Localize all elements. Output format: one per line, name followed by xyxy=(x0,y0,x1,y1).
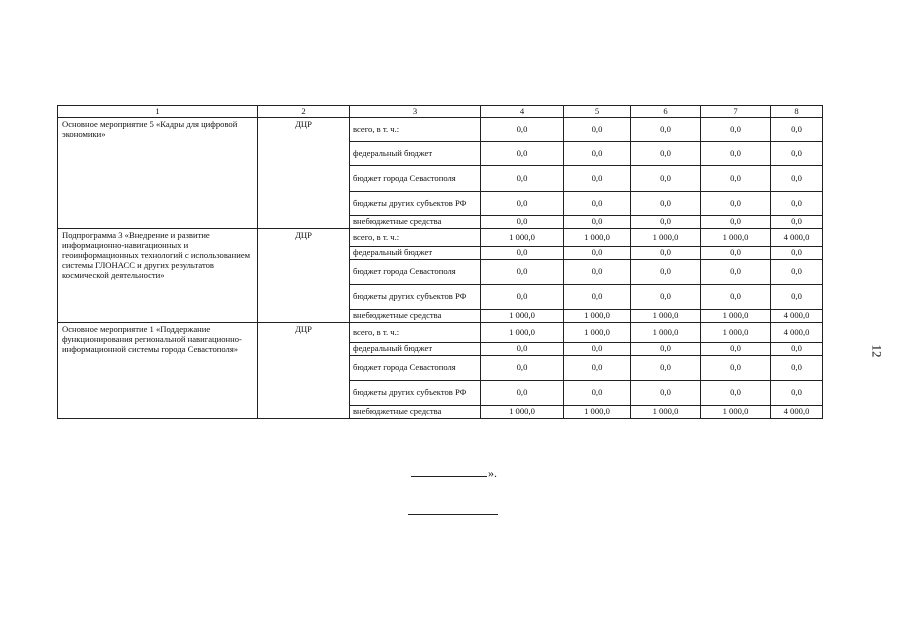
value-cell-col-8: 0,0 xyxy=(771,247,823,260)
value-cell-col-4: 0,0 xyxy=(481,166,564,192)
event-name-cell: Основное мероприятие 1 «Поддержание функционирования региональной навигационно-информационной системы города Севастополя» xyxy=(58,323,258,419)
value-cell-col-7: 0,0 xyxy=(701,260,771,285)
table-row xyxy=(58,229,823,247)
value-cell-col-5: 0,0 xyxy=(564,356,631,381)
funding-source-cell: бюджеты других субъектов РФ xyxy=(350,285,481,310)
value-cell-col-8: 4 000,0 xyxy=(771,310,823,323)
value-cell-col-7: 1 000,0 xyxy=(701,310,771,323)
funding-source-cell: бюджет города Севастополя xyxy=(350,166,481,192)
value-cell-col-5: 0,0 xyxy=(564,216,631,229)
value-cell-col-5: 1 000,0 xyxy=(564,310,631,323)
page-number: 12 xyxy=(869,344,885,358)
value-cell-col-5: 0,0 xyxy=(564,166,631,192)
value-cell-col-5: 0,0 xyxy=(564,118,631,142)
funding-source-cell: федеральный бюджет xyxy=(350,247,481,260)
value-cell-col-7: 0,0 xyxy=(701,343,771,356)
event-name-cell: Основное мероприятие 5 «Кадры для цифровой экономики» xyxy=(58,118,258,229)
value-cell-col-8: 0,0 xyxy=(771,142,823,166)
funding-source-cell: бюджет города Севастополя xyxy=(350,356,481,381)
value-cell-col-5: 0,0 xyxy=(564,285,631,310)
value-cell-col-7: 0,0 xyxy=(701,381,771,406)
value-cell-col-7: 0,0 xyxy=(701,166,771,192)
value-cell-col-6: 0,0 xyxy=(631,166,701,192)
value-cell-col-8: 0,0 xyxy=(771,192,823,216)
value-cell-col-4: 0,0 xyxy=(481,260,564,285)
value-cell-col-4: 1 000,0 xyxy=(481,406,564,419)
value-cell-col-4: 0,0 xyxy=(481,356,564,381)
executor-cell: ДЦР xyxy=(258,118,350,229)
value-cell-col-8: 0,0 xyxy=(771,343,823,356)
value-cell-col-4: 1 000,0 xyxy=(481,310,564,323)
value-cell-col-4: 0,0 xyxy=(481,216,564,229)
funding-source-cell: внебюджетные средства xyxy=(350,310,481,323)
value-cell-col-6: 1 000,0 xyxy=(631,310,701,323)
header-row xyxy=(58,106,823,118)
value-cell-col-6: 1 000,0 xyxy=(631,406,701,419)
column-header-5: 5 xyxy=(564,106,631,118)
funding-source-cell: всего, в т. ч.: xyxy=(350,229,481,247)
value-cell-col-8: 4 000,0 xyxy=(771,406,823,419)
value-cell-col-6: 0,0 xyxy=(631,216,701,229)
column-header-2: 2 xyxy=(258,106,350,118)
funding-source-cell: федеральный бюджет xyxy=(350,142,481,166)
value-cell-col-7: 1 000,0 xyxy=(701,323,771,343)
closing-mark xyxy=(411,466,497,481)
value-cell-col-8: 0,0 xyxy=(771,260,823,285)
column-header-1: 1 xyxy=(58,106,258,118)
end-rule xyxy=(408,514,498,515)
value-cell-col-7: 0,0 xyxy=(701,192,771,216)
value-cell-col-5: 0,0 xyxy=(564,343,631,356)
value-cell-col-6: 0,0 xyxy=(631,285,701,310)
value-cell-col-4: 0,0 xyxy=(481,343,564,356)
executor-cell: ДЦР xyxy=(258,229,350,323)
column-header-6: 6 xyxy=(631,106,701,118)
value-cell-col-5: 0,0 xyxy=(564,142,631,166)
value-cell-col-8: 0,0 xyxy=(771,216,823,229)
value-cell-col-6: 0,0 xyxy=(631,247,701,260)
value-cell-col-8: 4 000,0 xyxy=(771,229,823,247)
column-header-7: 7 xyxy=(701,106,771,118)
value-cell-col-4: 1 000,0 xyxy=(481,229,564,247)
value-cell-col-4: 0,0 xyxy=(481,192,564,216)
value-cell-col-7: 0,0 xyxy=(701,285,771,310)
value-cell-col-4: 0,0 xyxy=(481,118,564,142)
table-row xyxy=(58,323,823,343)
value-cell-col-5: 1 000,0 xyxy=(564,323,631,343)
value-cell-col-8: 0,0 xyxy=(771,285,823,310)
column-header-4: 4 xyxy=(481,106,564,118)
value-cell-col-8: 4 000,0 xyxy=(771,323,823,343)
value-cell-col-7: 0,0 xyxy=(701,216,771,229)
funding-source-cell: всего, в т. ч.: xyxy=(350,118,481,142)
closing-quote: ». xyxy=(488,466,497,480)
value-cell-col-5: 0,0 xyxy=(564,247,631,260)
funding-source-cell: бюджеты других субъектов РФ xyxy=(350,192,481,216)
value-cell-col-8: 0,0 xyxy=(771,118,823,142)
value-cell-col-6: 0,0 xyxy=(631,260,701,285)
value-cell-col-5: 1 000,0 xyxy=(564,406,631,419)
funding-source-cell: внебюджетные средства xyxy=(350,406,481,419)
value-cell-col-8: 0,0 xyxy=(771,381,823,406)
value-cell-col-4: 0,0 xyxy=(481,285,564,310)
value-cell-col-5: 1 000,0 xyxy=(564,229,631,247)
funding-source-cell: всего, в т. ч.: xyxy=(350,323,481,343)
value-cell-col-6: 1 000,0 xyxy=(631,229,701,247)
closing-underline xyxy=(411,466,487,477)
value-cell-col-4: 0,0 xyxy=(481,142,564,166)
event-name-cell: Подпрограмма 3 «Внедрение и развитие информационно-навигационных и геоинформационных технологий с использованием системы ГЛОНАСС и других результатов космической деятельности» xyxy=(58,229,258,323)
value-cell-col-6: 0,0 xyxy=(631,192,701,216)
column-header-3: 3 xyxy=(350,106,481,118)
value-cell-col-6: 0,0 xyxy=(631,381,701,406)
funding-source-cell: бюджеты других субъектов РФ xyxy=(350,381,481,406)
funding-source-cell: федеральный бюджет xyxy=(350,343,481,356)
value-cell-col-6: 1 000,0 xyxy=(631,323,701,343)
table-row xyxy=(58,118,823,142)
value-cell-col-7: 0,0 xyxy=(701,247,771,260)
budget-table xyxy=(57,105,823,419)
value-cell-col-7: 1 000,0 xyxy=(701,406,771,419)
value-cell-col-6: 0,0 xyxy=(631,343,701,356)
value-cell-col-8: 0,0 xyxy=(771,356,823,381)
value-cell-col-4: 0,0 xyxy=(481,381,564,406)
value-cell-col-7: 0,0 xyxy=(701,142,771,166)
value-cell-col-7: 0,0 xyxy=(701,356,771,381)
value-cell-col-6: 0,0 xyxy=(631,118,701,142)
table-body xyxy=(58,118,823,419)
value-cell-col-7: 0,0 xyxy=(701,118,771,142)
value-cell-col-5: 0,0 xyxy=(564,260,631,285)
value-cell-col-5: 0,0 xyxy=(564,192,631,216)
value-cell-col-7: 1 000,0 xyxy=(701,229,771,247)
value-cell-col-5: 0,0 xyxy=(564,381,631,406)
value-cell-col-4: 0,0 xyxy=(481,247,564,260)
funding-source-cell: бюджет города Севастополя xyxy=(350,260,481,285)
executor-cell: ДЦР xyxy=(258,323,350,419)
value-cell-col-6: 0,0 xyxy=(631,142,701,166)
value-cell-col-8: 0,0 xyxy=(771,166,823,192)
value-cell-col-4: 1 000,0 xyxy=(481,323,564,343)
value-cell-col-6: 0,0 xyxy=(631,356,701,381)
funding-source-cell: внебюджетные средства xyxy=(350,216,481,229)
column-header-8: 8 xyxy=(771,106,823,118)
